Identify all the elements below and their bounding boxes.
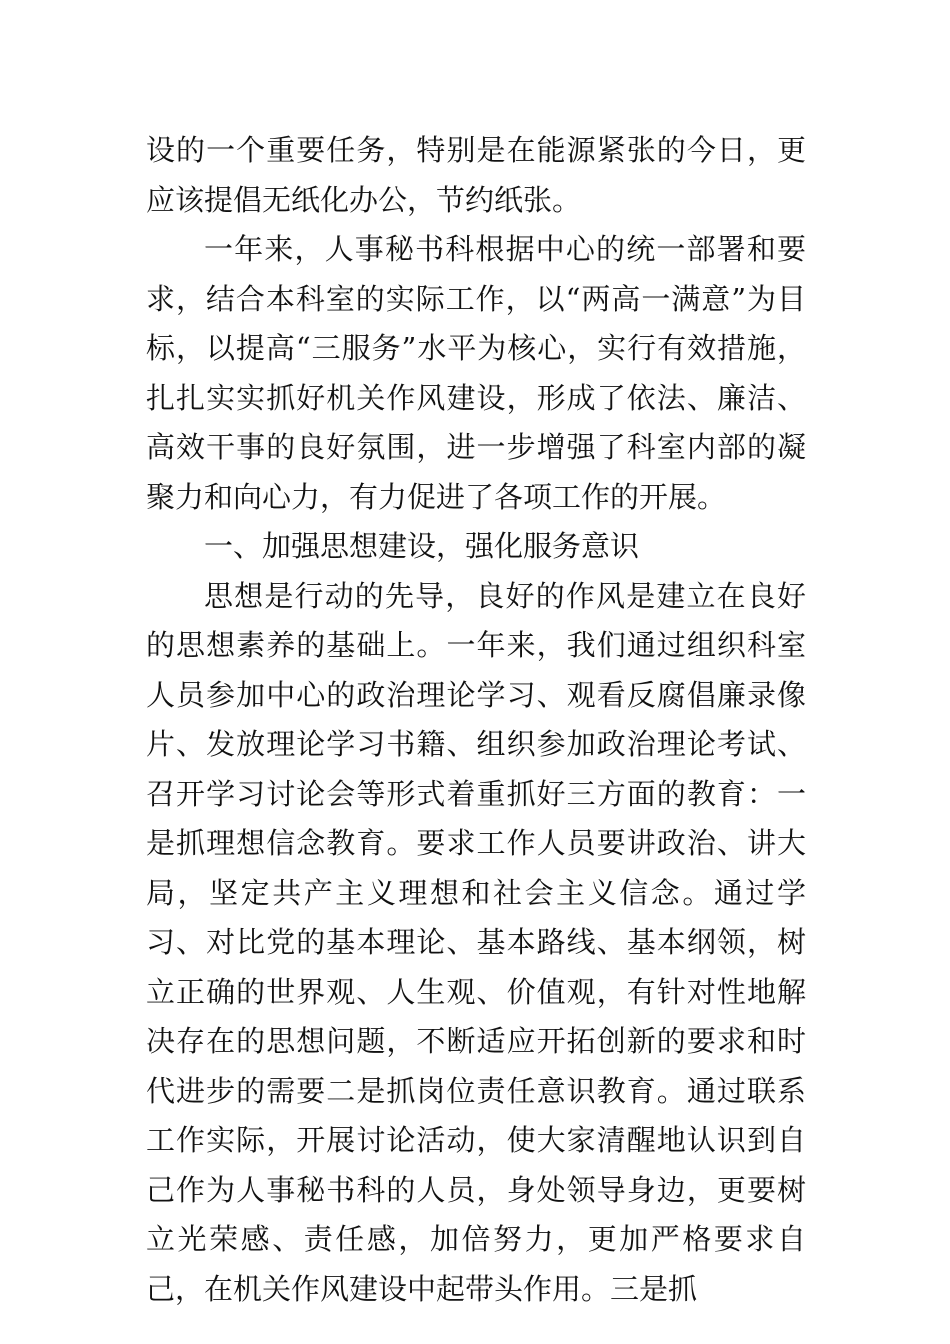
document-body <box>146 126 806 1314</box>
paragraph-continuation: 设的一个重要任务，特别是在能源紧张的今日，更应该提倡无纸化办公，节约纸张。 <box>146 133 806 217</box>
paragraph-ideology: 思想是行动的先导，良好的作风是建立在良好的思想素养的基础上。一年来，我们通过组织科室人员参加中心的政治理论学习、观看反腐倡廉录像片、发放理论学习书籍、组织参加政治理论考试、召开学习讨论会等形式着重抓好三方面的教育：一是抓理想信念教育。要求工作人员要讲政治、讲大局，坚定共产主义理想和社会主义信念。通过学习、对比党的基本理论、基本路线、基本纲领，树立正确的世界观、人生观、价值观，有针对性地解决存在的思想问题，不断适应开拓创新的要求和时代进步的需要二是抓岗位责任意识教育。通过联系工作实际，开展讨论活动，使大家清醒地认识到自己作为人事秘书科的人员，身处领导身边，更要树立光荣感、责任感，加倍努力，更加严格要求自己，在机关作风建设中起带头作用。三是抓 <box>146 578 806 1306</box>
paragraph-intro: 一年来，人事秘书科根据中心的统一部署和要求，结合本科室的实际工作，以“两高一满意”为目标，以提高“三服务”水平为核心，实行有效措施，扎扎实实抓好机关作风建设，形成了依法、廉洁、高效干事的良好氛围，进一步增强了科室内部的凝聚力和向心力，有力促进了各项工作的开展。 <box>146 232 806 514</box>
section-heading: 一、加强思想建设，强化服务意识 <box>204 529 640 563</box>
